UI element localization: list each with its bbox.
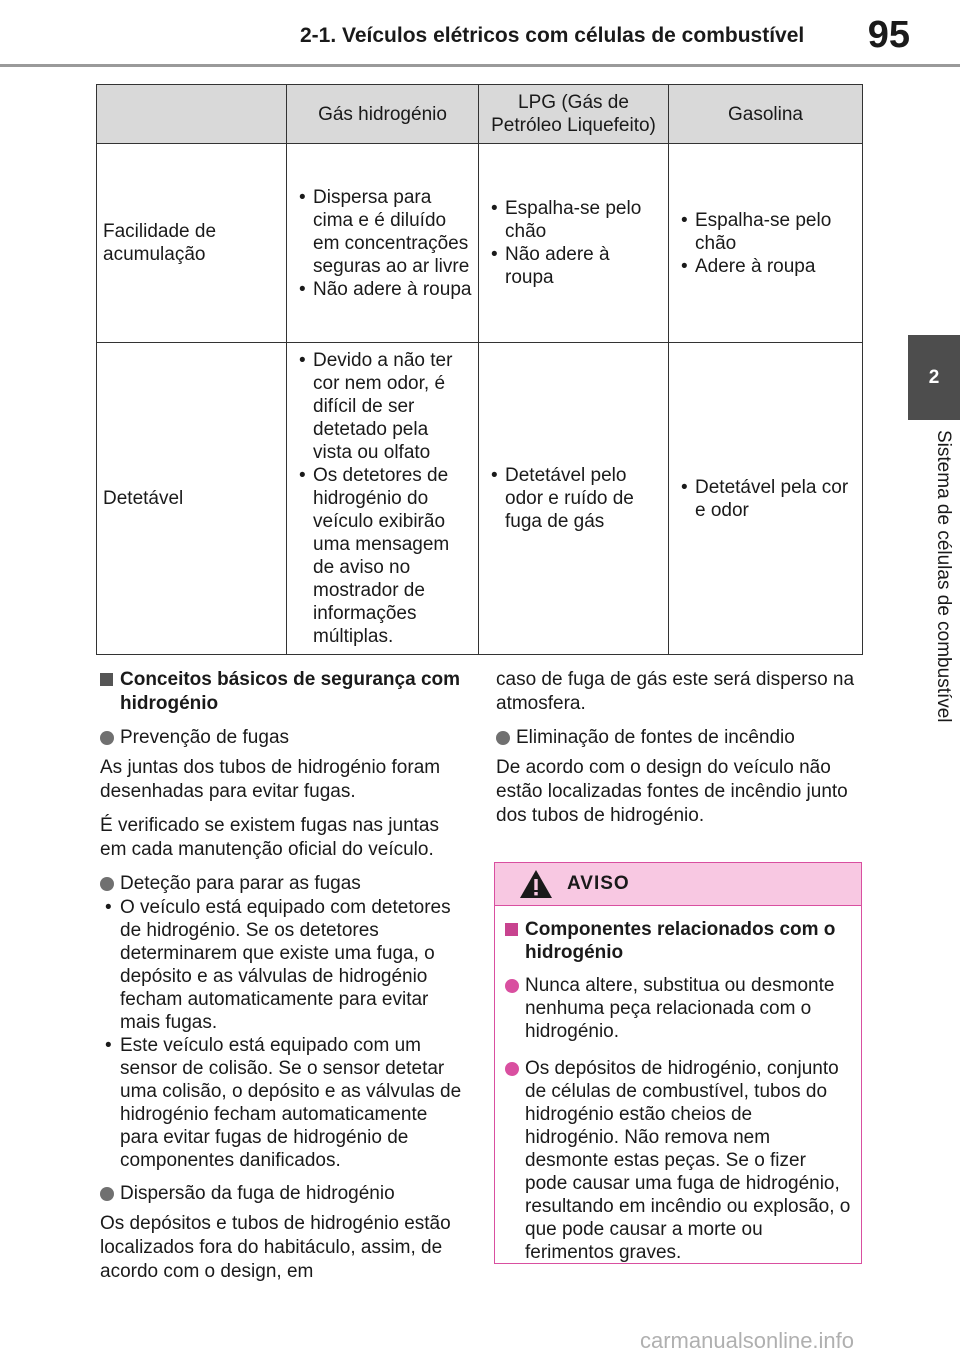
section-heading: Conceitos básicos de segurança com hidrogénio	[100, 668, 466, 716]
circle-bullet-icon	[505, 979, 519, 993]
list-item: • Devido a não ter cor nem odor, é difícil de ser detetado pela vista ou olfato	[293, 349, 472, 464]
circle-bullet-icon	[496, 731, 510, 745]
list-item: • O veículo está equipado com detetores de hidrogénio. Se os detetores determinarem que existe uma fuga, o depósito e as válvulas de hidrogénio fecham automaticamente para evitar mais fugas.	[100, 896, 466, 1034]
table-header-cell: LPG (Gás de Petróleo Liquefeito)	[479, 85, 669, 144]
paragraph: É verificado se existem fugas nas juntas em cada manutenção oficial do veículo.	[100, 815, 440, 860]
table-cell	[479, 144, 669, 343]
table-row	[97, 343, 863, 655]
list-item: • Os detetores de hidrogénio do veículo exibirão uma mensagem de aviso no mostrador de informações múltiplas.	[293, 464, 472, 648]
comparison-table	[96, 84, 863, 655]
circle-bullet-icon	[100, 1187, 114, 1201]
warning-title: AVISO	[567, 873, 630, 894]
warning-item: Os depósitos de hidrogénio, conjunto de células de combustível, tubos do hidrogénio estão cheios de hidrogénio. Não remova nem desmonte estas peças. Se o fizer pode causar uma fuga de hidrogénio, resultando em incêndio ou explosão, o que pode causar a morte ou ferimentos graves.	[505, 1057, 851, 1264]
chapter-label: Sistema de células de combustível	[933, 430, 954, 723]
warning-box	[494, 862, 862, 1264]
table-header-cell: Gasolina	[669, 85, 863, 144]
warning-header	[495, 863, 861, 906]
list-item: • Adere à roupa	[675, 255, 856, 278]
left-column	[100, 668, 466, 1294]
table-header-cell: Gás hidrogénio	[287, 85, 479, 144]
square-bullet-icon	[505, 923, 518, 936]
table-cell	[669, 144, 863, 343]
subheading: Eliminação de fontes de incêndio	[496, 726, 862, 750]
circle-bullet-icon	[505, 1062, 519, 1076]
table-header-row	[97, 85, 863, 144]
table-header-cell	[97, 85, 287, 144]
paragraph: caso de fuga de gás este será disperso na atmosfera.	[496, 669, 855, 714]
square-bullet-icon	[100, 673, 113, 686]
row-label: Facilidade de acumulação	[97, 144, 287, 343]
page-number: 95	[867, 14, 910, 56]
circle-bullet-icon	[100, 731, 114, 745]
subheading: Prevenção de fugas	[100, 726, 466, 750]
right-column	[496, 668, 862, 838]
subheading: Deteção para parar as fugas	[100, 872, 466, 896]
table-cell	[287, 343, 479, 655]
table-cell	[479, 343, 669, 655]
section-title: 2-1. Veículos elétricos com células de combustível	[300, 24, 805, 47]
paragraph: Os depósitos e tubos de hidrogénio estão localizados fora do habitáculo, assim, de acordo com o design, em	[100, 1213, 451, 1282]
warning-heading: Componentes relacionados com o hidrogénio	[505, 918, 851, 964]
paragraph: As juntas dos tubos de hidrogénio foram desenhadas para evitar fugas.	[100, 757, 441, 802]
list-item: • Dispersa para cima e é diluído em concentrações seguras ao ar livre	[293, 186, 472, 278]
table-row	[97, 144, 863, 343]
list-item: • Espalha-se pelo chão	[485, 197, 662, 243]
circle-bullet-icon	[100, 877, 114, 891]
table-cell	[669, 343, 863, 655]
list-item: • Detetável pela cor e odor	[675, 476, 856, 522]
subheading: Dispersão da fuga de hidrogénio	[100, 1182, 466, 1206]
list-item: • Não adere à roupa	[293, 278, 472, 301]
warning-body	[495, 906, 861, 1264]
paragraph: De acordo com o design do veículo não estão localizadas fontes de incêndio junto dos tubos de hidrogénio.	[496, 757, 848, 826]
warning-item: Nunca altere, substitua ou desmonte nenhuma peça relacionada com o hidrogénio.	[505, 974, 851, 1043]
list-item: • Este veículo está equipado com um sensor de colisão. Se o sensor detetar uma colisão, o depósito e as válvulas de hidrogénio fecham automaticamente para evitar fugas de hidrogénio de componentes danificados.	[100, 1034, 466, 1172]
list-item: • Espalha-se pelo chão	[675, 209, 856, 255]
list-item: • Detetável pelo odor e ruído de fuga de gás	[485, 464, 662, 533]
row-label: Detetável	[97, 343, 287, 655]
bullet-list	[100, 896, 466, 1172]
list-item: • Não adere à roupa	[485, 243, 662, 289]
table-cell	[287, 144, 479, 343]
watermark: carmanualsonline.info	[640, 1328, 855, 1353]
header-divider	[0, 64, 960, 67]
chapter-tab: 2	[908, 335, 960, 420]
warning-triangle-icon	[519, 869, 553, 899]
